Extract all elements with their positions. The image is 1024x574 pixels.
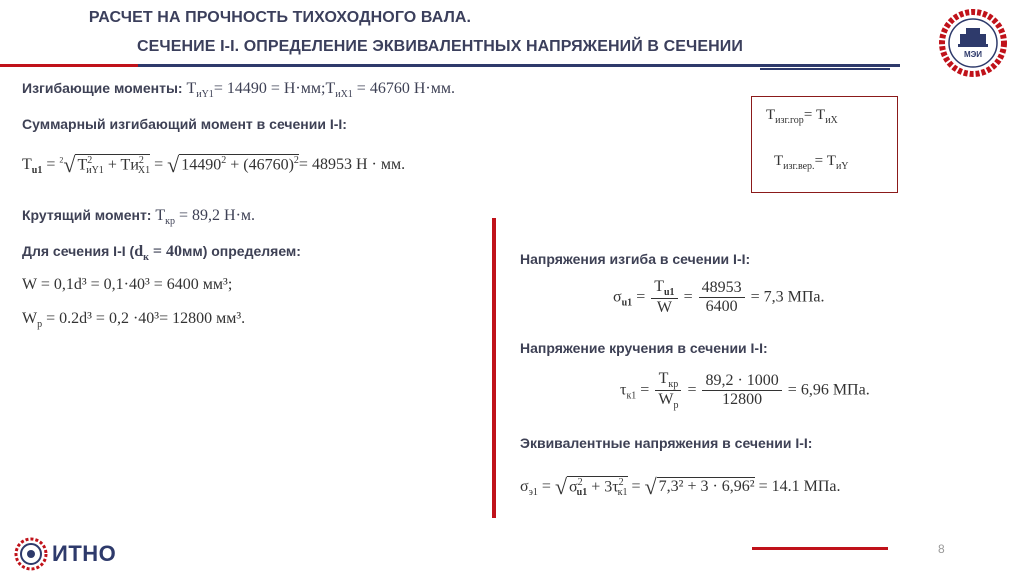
section-label: Для сечения I-I ( — [22, 243, 135, 259]
page-number: 8 — [938, 542, 945, 556]
itno-logo-icon — [14, 537, 48, 571]
notation-line-2: $T_{изг.вер.}= T_{иY}$ — [774, 153, 849, 172]
tors-stress-formula: $\tau_{к1}$ = $\frac{T_{кр}}{W_p}$ = $\frac{89,2 \cdot 1000}{12800}$ = 6,96 МПа. — [620, 370, 870, 412]
column-divider — [492, 218, 496, 518]
notation-line-1-rhs: = T — [803, 107, 826, 123]
bend-result: = 7,3 МПа. — [750, 288, 825, 306]
page-title: РАСЧЕТ НА ПРОЧНОСТЬ ТИХОХОДНОГО ВАЛА. — [88, 9, 472, 26]
itno-logo — [14, 537, 116, 571]
tors-num: 89,2 · 1000 — [702, 372, 781, 391]
eq-stress-label: Эквивалентные напряжения в сечении I-I: — [520, 435, 813, 451]
w-formula: W = 0,1d³ = 0,1·40³ = 6400 мм³; — [22, 276, 233, 293]
sum-moment-result: = 48953 Н · мм. — [298, 156, 406, 173]
notation-line-2-rhs: = T — [814, 153, 836, 169]
header-rule-navy — [138, 64, 900, 67]
section-unit: мм) определяем: — [181, 243, 301, 259]
torque-label: Крутящий момент: — [22, 207, 152, 223]
sum-moment-formula: $T_{u1} = ^2√$ $T^2_{иY1} + Tи^2_{X1}$ = √ $14490^2 + (46760)^2= 48953$ Н · мм. — [22, 152, 406, 177]
footer-rule-red — [752, 547, 888, 550]
tors-result: = 6,96 МПа. — [787, 381, 870, 399]
header-rule-navy-right — [760, 68, 890, 70]
bend-stress-label: Напряжения изгиба в сечении I-I: — [520, 251, 751, 267]
itno-brand: ИТНО — [52, 541, 117, 566]
bending-formula-1: = 14490 = Н·мм; — [213, 80, 326, 97]
notation-box — [751, 96, 898, 193]
bend-stress-formula: $\sigma_{u1}$ = $\frac{T_{u1}}{W}$ = $\frac{48953}{6400}$ = 7,3 МПа. — [613, 278, 825, 317]
wp-value: = 0.2d³ = 0,2 ·40³= 12800 мм³. — [46, 310, 246, 327]
tors-den: 12800 — [722, 391, 763, 409]
section-diameter: = 40 — [152, 243, 182, 260]
bending-label: Изгибающие моменты: — [22, 80, 183, 96]
bending-moments-row: Изгибающие моменты: $T_{иY1}= 14490$ = $Н\cdot мм;T_{иX1} = 46760$ Н·мм. — [22, 80, 455, 101]
eq-result: = 14.1 МПа. — [758, 478, 841, 495]
eq-inner: 7,3² + 3 · 6,96² — [658, 478, 755, 495]
torque-value: = 89,2 Н·м. — [179, 207, 256, 224]
bending-formula-2: = 46760 Н·мм. — [356, 80, 455, 97]
tors-stress-label: Напряжение кручения в сечении I-I: — [520, 340, 768, 356]
torque-row: Крутящий момент: $T_{кр} = 89,2$ Н·м. — [22, 207, 256, 228]
eq-stress-formula: $\sigma_{э1}$ = √ $\sigma^2_{u1} + 3\tau^2_{к1}$ = √ 7,3² + 3 · 6,96² = 14.1 МПа. — [520, 474, 841, 499]
wp-formula: $W_p = 0.2d^3 = 0,2 \cdot 40^3= 12800$ мм³. — [22, 310, 246, 331]
notation-line-1: $T_{изг.гор}= T_{иX}$ — [766, 107, 838, 126]
bend-num: 48953 — [699, 279, 745, 298]
sum-moment-label: Суммарный изгибающий момент в сечении I-I: — [22, 116, 347, 132]
section-row: Для сечения I-I $(d_к = 40мм)$ определяем: — [22, 243, 301, 264]
bend-den: 6400 — [705, 298, 738, 316]
mei-logo-text: МЭИ — [963, 50, 983, 59]
page-subtitle: СЕЧЕНИЕ I-I. ОПРЕДЕЛЕНИЕ ЭКВИВАЛЕНТНЫХ НАПРЯЖЕНИЙ В СЕЧЕНИИ — [136, 38, 744, 55]
header-rule-red — [0, 64, 138, 67]
mei-logo — [938, 8, 1008, 78]
